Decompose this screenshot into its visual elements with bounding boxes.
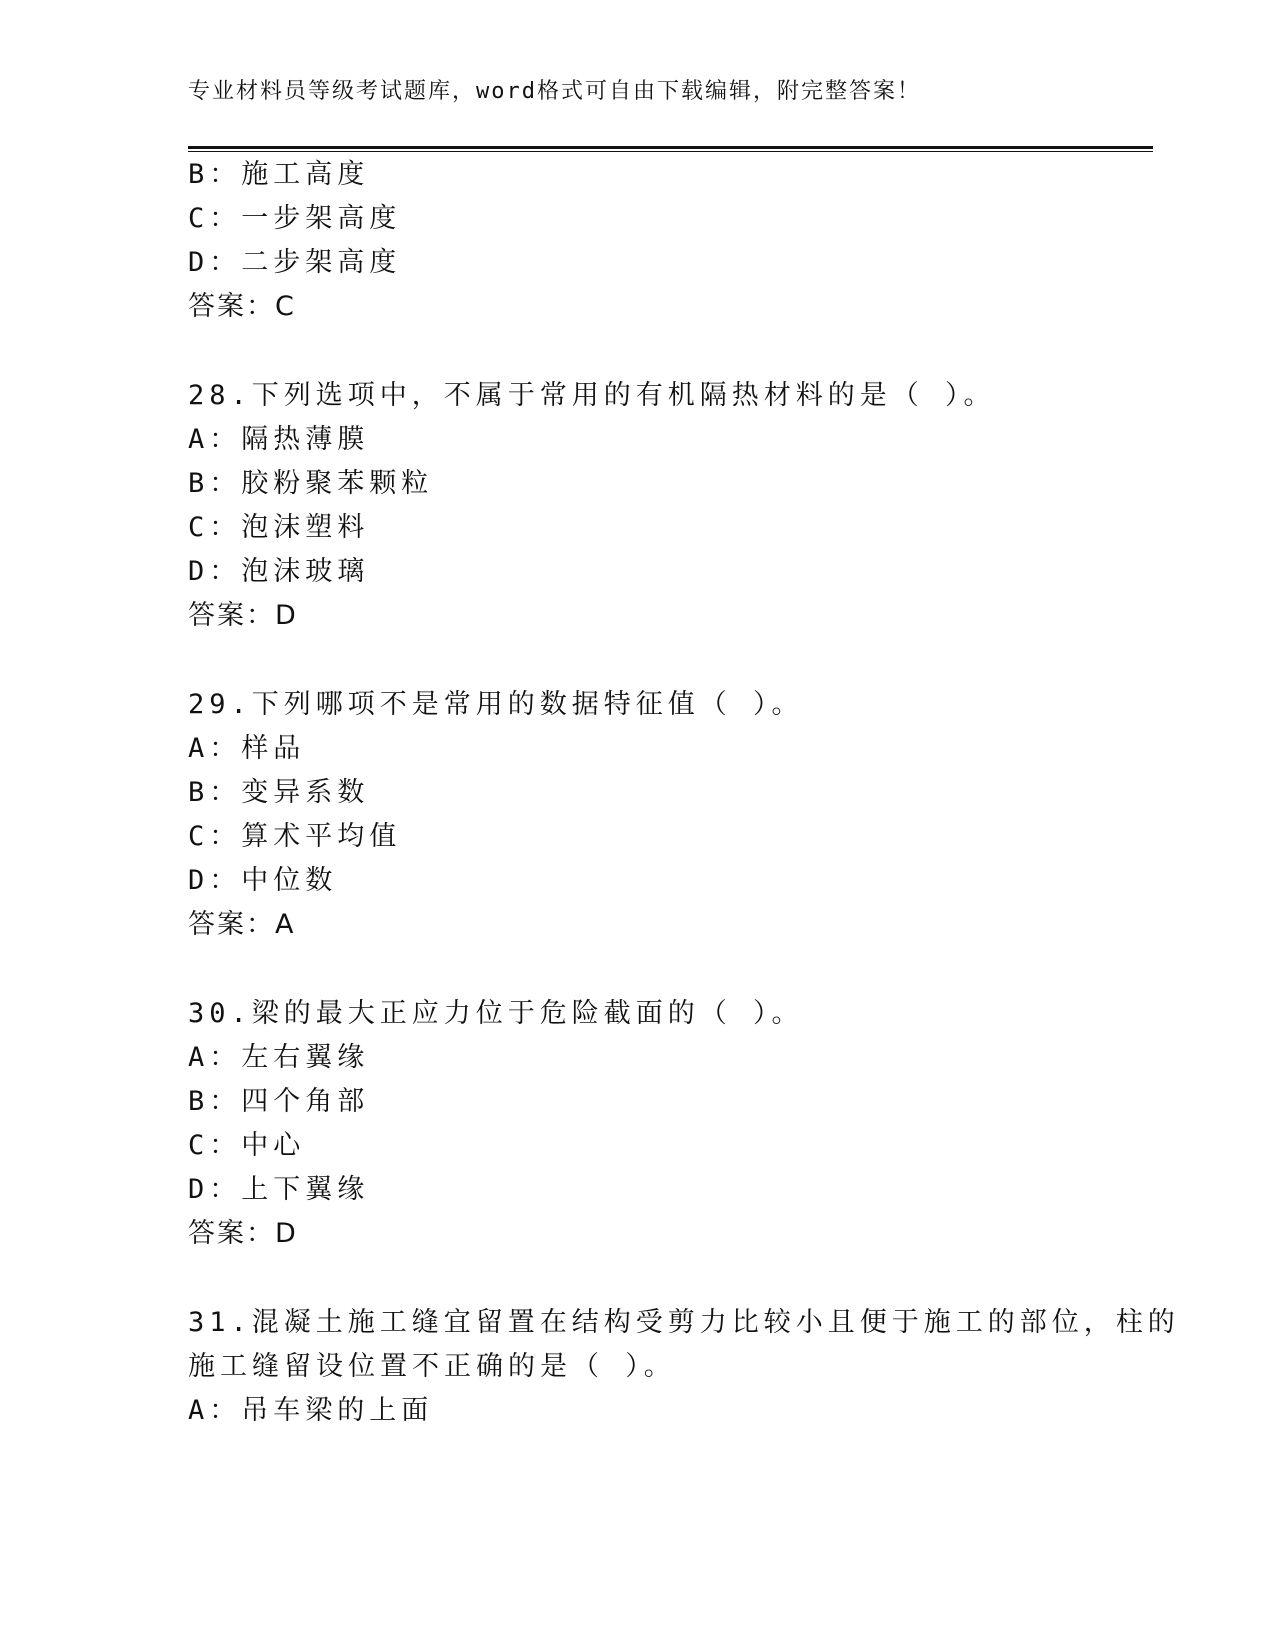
q29-option-c: C：算术平均值 bbox=[188, 821, 402, 852]
q30-option-c: C：中心 bbox=[188, 1130, 306, 1161]
q30-option-a: A：左右翼缘 bbox=[188, 1042, 370, 1073]
header-divider-thick bbox=[188, 146, 1153, 149]
q28-question: 28.下列选项中，不属于常用的有机隔热材料的是（ ）。 bbox=[188, 380, 996, 411]
q27-option-b: B：施工高度 bbox=[188, 159, 370, 190]
q31-question-line1: 31.混凝土施工缝宜留置在结构受剪力比较小且便于施工的部位，柱的 bbox=[188, 1307, 1180, 1338]
q28-option-c: C：泡沫塑料 bbox=[188, 512, 370, 543]
q28-option-a: A：隔热薄膜 bbox=[188, 424, 370, 455]
q29-option-b: B：变异系数 bbox=[188, 777, 370, 808]
q30-option-b: B：四个角部 bbox=[188, 1086, 370, 1117]
q29-option-a: A：样品 bbox=[188, 733, 306, 764]
q29-question: 29.下列哪项不是常用的数据特征值（ ）。 bbox=[188, 689, 804, 720]
q28-option-b: B：胶粉聚苯颗粒 bbox=[188, 468, 434, 499]
q29-answer: 答案：A bbox=[188, 909, 296, 940]
q27-option-c: C：一步架高度 bbox=[188, 203, 402, 234]
q28-option-d: D：泡沫玻璃 bbox=[188, 556, 370, 587]
q31-question-line2: 施工缝留设位置不正确的是（ ）。 bbox=[188, 1351, 676, 1382]
q31-option-a: A：吊车梁的上面 bbox=[188, 1395, 434, 1426]
q27-option-d: D：二步架高度 bbox=[188, 247, 402, 278]
q27-answer: 答案：C bbox=[188, 291, 296, 322]
q29-option-d: D：中位数 bbox=[188, 865, 338, 896]
q30-option-d: D：上下翼缘 bbox=[188, 1174, 370, 1205]
header-divider-thin bbox=[188, 151, 1153, 152]
q30-question: 30.梁的最大正应力位于危险截面的（ ）。 bbox=[188, 998, 804, 1029]
q30-answer: 答案：D bbox=[188, 1218, 298, 1249]
page-header: 专业材料员等级考试题库，word格式可自由下载编辑，附完整答案！ bbox=[188, 79, 921, 104]
q28-answer: 答案：D bbox=[188, 600, 298, 631]
